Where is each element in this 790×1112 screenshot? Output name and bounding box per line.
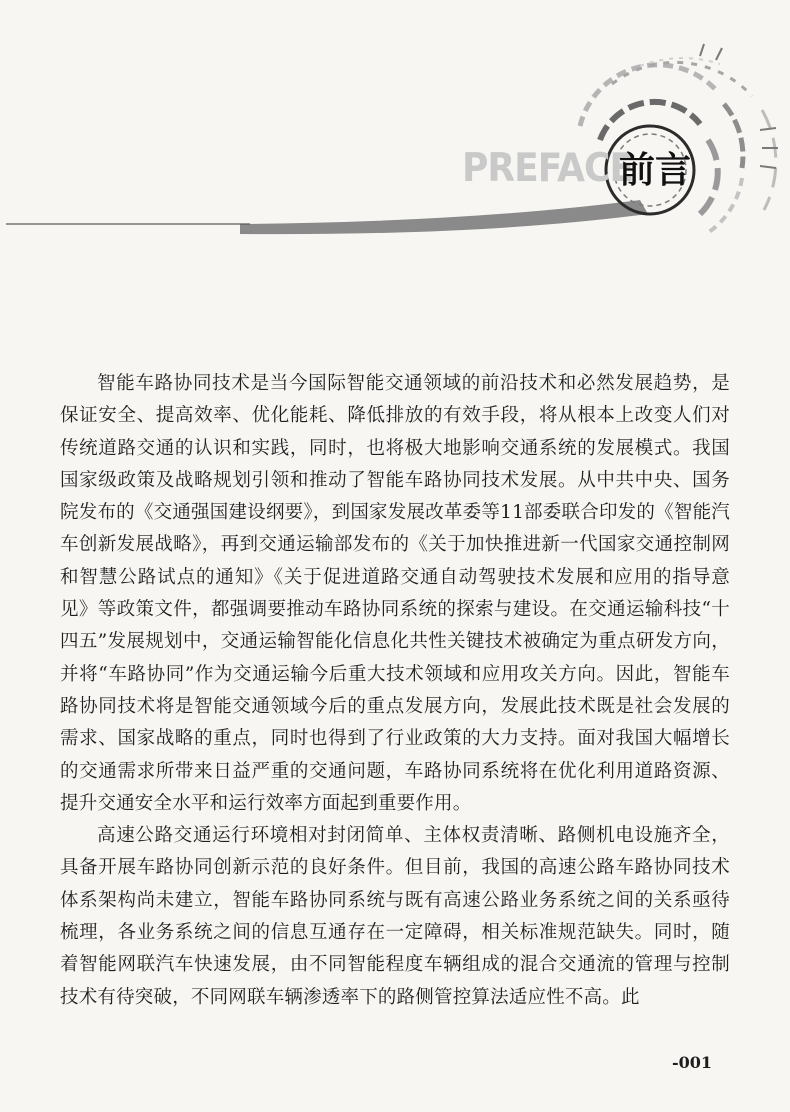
preface-body bbox=[60, 368, 730, 1014]
page-number: -001 bbox=[671, 1053, 712, 1072]
paragraph-2: 高速公路交通运行环境相对封闭简单、主体权责清晰、路侧机电设施齐全，具备开展车路协同创新示范的良好条件。但目前，我国的高速公路车路协同技术体系架构尚未建立，智能车路协同系统与既有高速公路业务系统之间的关系亟待梳理，各业务系统之间的信息互通存在一定障碍，相关标准规范缺失。同时，随着智能网联汽车快速发展，由不同智能程度车辆组成的混合交通流的管理与控制技术有待突破，不同网联车辆渗透率下的路侧管控算法适应性不高。此 bbox=[60, 825, 730, 1008]
page-title: 前言 bbox=[619, 150, 692, 191]
paragraph-1: 智能车路协同技术是当今国际智能交通领域的前沿技术和必然发展趋势，是保证安全、提高效率、优化能耗、降低排放的有效手段，将从根本上改变人们对传统道路交通的认识和实践，同时，也将极大地影响交通系统的发展模式。我国国家级政策及战略规划引领和推动了智能车路协同技术发展。从中共中央、国务院发布的《交通强国建设纲要》，到国家发展改革委等11部委联合印发的《智能汽车创新发展战略》，再到交通运输部发布的《关于加快推进新一代国家交通控制网和智慧公路试点的通知》《关于促进道路交通自动驾驶技术发展和应用的指导意见》等政策文件，都强调要推动车路协同系统的探索与建设。在交通运输科技“十四五”发展规划中，交通运输智能化信息化共性关键技术被确定为重点研发方向，并将“车路协同”作为交通运输今后重大技术领域和应用攻关方向。因此，智能车路协同技术将是智能交通领域今后的重点发展方向，发展此技术既是社会发展的需求、国家战略的重点，同时也得到了行业政策的大力支持。面对我国大幅增长的交通需求所带来日益严重的交通问题，车路协同系统将在优化利用道路资源、提升交通安全水平和运行效率方面起到重要作用。 bbox=[60, 373, 730, 814]
header-decoration bbox=[0, 0, 790, 260]
preface-heading-en: PREFACE bbox=[462, 146, 634, 192]
header-swoosh-band bbox=[240, 200, 648, 234]
